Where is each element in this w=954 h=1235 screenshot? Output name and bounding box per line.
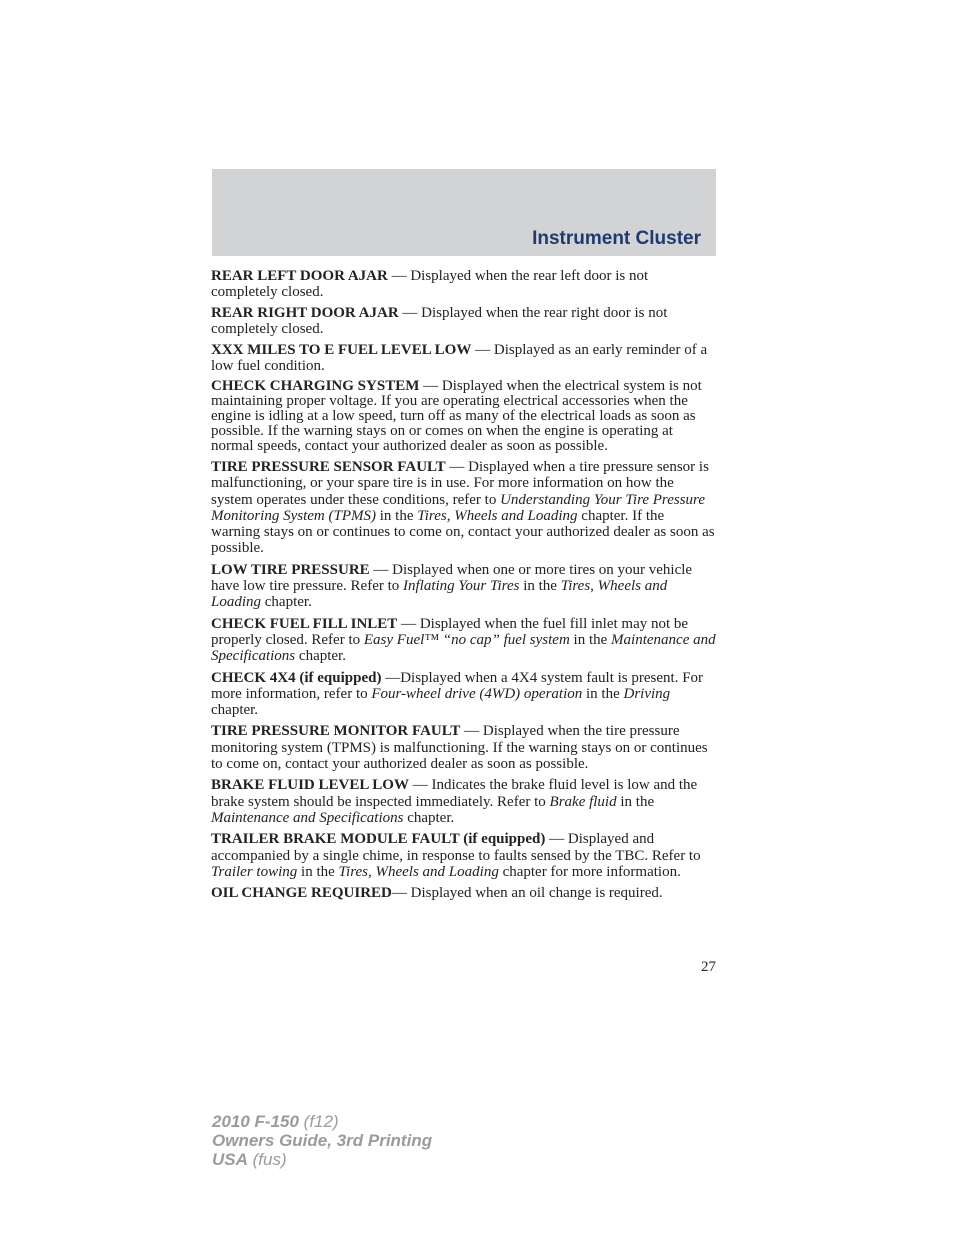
entry-text: — Displayed when the tire pressure monitoring system (TPMS) is malfunctioning. If the warning stays on or continues to come on, contact your authorized dealer as soon as possible. xyxy=(211,723,708,773)
entry-term: TRAILER BRAKE MODULE FAULT (if equipped) xyxy=(211,831,546,848)
entry-text: — Displayed and accompanied by a single chime, in response to faults sensed by the TBC. Refer to xyxy=(211,831,701,864)
entry-text: — Displayed when the rear left door is not completely closed. xyxy=(211,268,649,300)
entry-tire-pressure-sensor-fault xyxy=(211,459,716,557)
page-number: 27 xyxy=(701,959,716,975)
entry-check-fuel-fill-inlet xyxy=(211,616,716,665)
entry-text: in the xyxy=(582,685,624,702)
footer-model: 2010 F-150 xyxy=(212,1112,299,1131)
entry-term: BRAKE FLUID LEVEL LOW xyxy=(211,777,409,794)
entry-text: — Indicates the brake fluid level is low and the brake system should be inspected immediately. Refer to xyxy=(211,777,698,810)
section-title: Instrument Cluster xyxy=(532,228,701,249)
entry-text: — Displayed when one or more tires on your vehicle have low tire pressure. Refer to xyxy=(211,561,693,595)
entry-reference: Understanding Your Tire Pressure Monitoring System (TPMS) xyxy=(211,491,705,524)
footer-line-guide: Owners Guide, 3rd Printing xyxy=(212,1131,433,1150)
entry-term: REAR LEFT DOOR AJAR xyxy=(211,268,388,284)
entry-text: — Displayed when the rear right door is not completely closed. xyxy=(211,305,668,337)
entry-reference: Tires, Wheels and Loading xyxy=(417,507,578,524)
entry-text: in the xyxy=(375,507,418,524)
entry-text: — Displayed when the electrical system is not maintaining proper voltage. If you are operating electrical accessories when the engine is idling at a low speed, turn off as many of the electrical loads as soon as possible. If the warning stays on or comes on when the engine is operating at normal speeds, contact your authorized dealer as soon as possible. xyxy=(211,378,702,454)
entry-term: TIRE PRESSURE SENSOR FAULT xyxy=(211,459,446,475)
entry-term: OIL CHANGE REQUIRED xyxy=(211,885,392,902)
entry-rear-left-door-ajar xyxy=(211,268,716,300)
entry-fuel-level-low xyxy=(211,342,716,374)
entry-reference: Maintenance and Specifications xyxy=(211,631,716,665)
entry-text: — Displayed as an early reminder of a low fuel condition. xyxy=(211,342,708,374)
footer-model-code: (f12) xyxy=(298,1112,339,1131)
entry-term: TIRE PRESSURE MONITOR FAULT xyxy=(211,723,461,740)
entry-text: — Displayed when a tire pressure sensor is malfunctioning, or your spare tire is in use. For more information on how the system operates under these conditions, refer to xyxy=(211,459,709,508)
entry-reference: Maintenance and Specifications xyxy=(211,809,404,826)
entry-term: CHECK CHARGING SYSTEM xyxy=(211,378,420,394)
page-content xyxy=(211,268,716,906)
footer-market-code: (fus) xyxy=(247,1150,287,1169)
entry-brake-fluid-level-low xyxy=(211,777,716,826)
entry-text: chapter. xyxy=(211,702,259,719)
entry-reference: Inflating Your Tires xyxy=(403,578,520,595)
footer-market: USA xyxy=(212,1150,248,1169)
entry-reference: Trailer towing xyxy=(211,863,298,880)
entry-text: chapter. xyxy=(261,594,312,611)
document-footer xyxy=(212,1112,432,1169)
entry-text: in the xyxy=(297,863,339,880)
entry-rear-right-door-ajar xyxy=(211,305,716,337)
entry-text: — Displayed when the fuel fill inlet may not be properly closed. Refer to xyxy=(211,615,689,648)
entry-text: in the xyxy=(569,631,612,648)
entry-term: CHECK FUEL FILL INLET xyxy=(211,615,398,632)
footer-line-market xyxy=(212,1150,432,1169)
entry-check-charging-system xyxy=(211,379,716,454)
entry-text: — Displayed when an oil change is required. xyxy=(391,885,663,902)
footer-line-model xyxy=(212,1112,432,1131)
entry-text: in the xyxy=(616,793,655,810)
entry-reference: Brake fluid xyxy=(549,793,617,810)
entry-oil-change-required xyxy=(211,885,716,901)
entry-term: CHECK 4X4 (if equipped) xyxy=(211,669,382,686)
entry-reference: Tires, Wheels and Loading xyxy=(211,578,668,611)
entry-term: REAR RIGHT DOOR AJAR xyxy=(211,305,399,321)
entry-reference: Driving xyxy=(623,685,671,702)
entry-reference: Four-wheel drive (4WD) operation xyxy=(371,685,583,702)
entry-check-4x4 xyxy=(211,670,716,719)
entry-text: chapter. If the warning stays on or continues to come on, contact your authorized dealer as soon as possible. xyxy=(211,507,715,557)
entry-term: XXX MILES TO E FUEL LEVEL LOW xyxy=(211,342,472,358)
entry-text: —Displayed when a 4X4 system fault is present. For more information, refer to xyxy=(211,669,704,702)
entry-term: LOW TIRE PRESSURE xyxy=(211,561,370,578)
entry-text: in the xyxy=(519,578,561,595)
entry-trailer-brake-module-fault xyxy=(211,831,716,880)
entry-text: chapter. xyxy=(403,809,455,826)
entry-text: chapter for more information. xyxy=(498,863,681,880)
entry-text: chapter. xyxy=(295,648,346,665)
entry-tire-pressure-monitor-fault xyxy=(211,723,716,772)
entry-reference: Easy Fuel™ “no cap” fuel system xyxy=(363,631,570,648)
entry-low-tire-pressure xyxy=(211,562,716,611)
section-header-band xyxy=(212,169,716,256)
entry-reference: Tires, Wheels and Loading xyxy=(338,863,499,880)
